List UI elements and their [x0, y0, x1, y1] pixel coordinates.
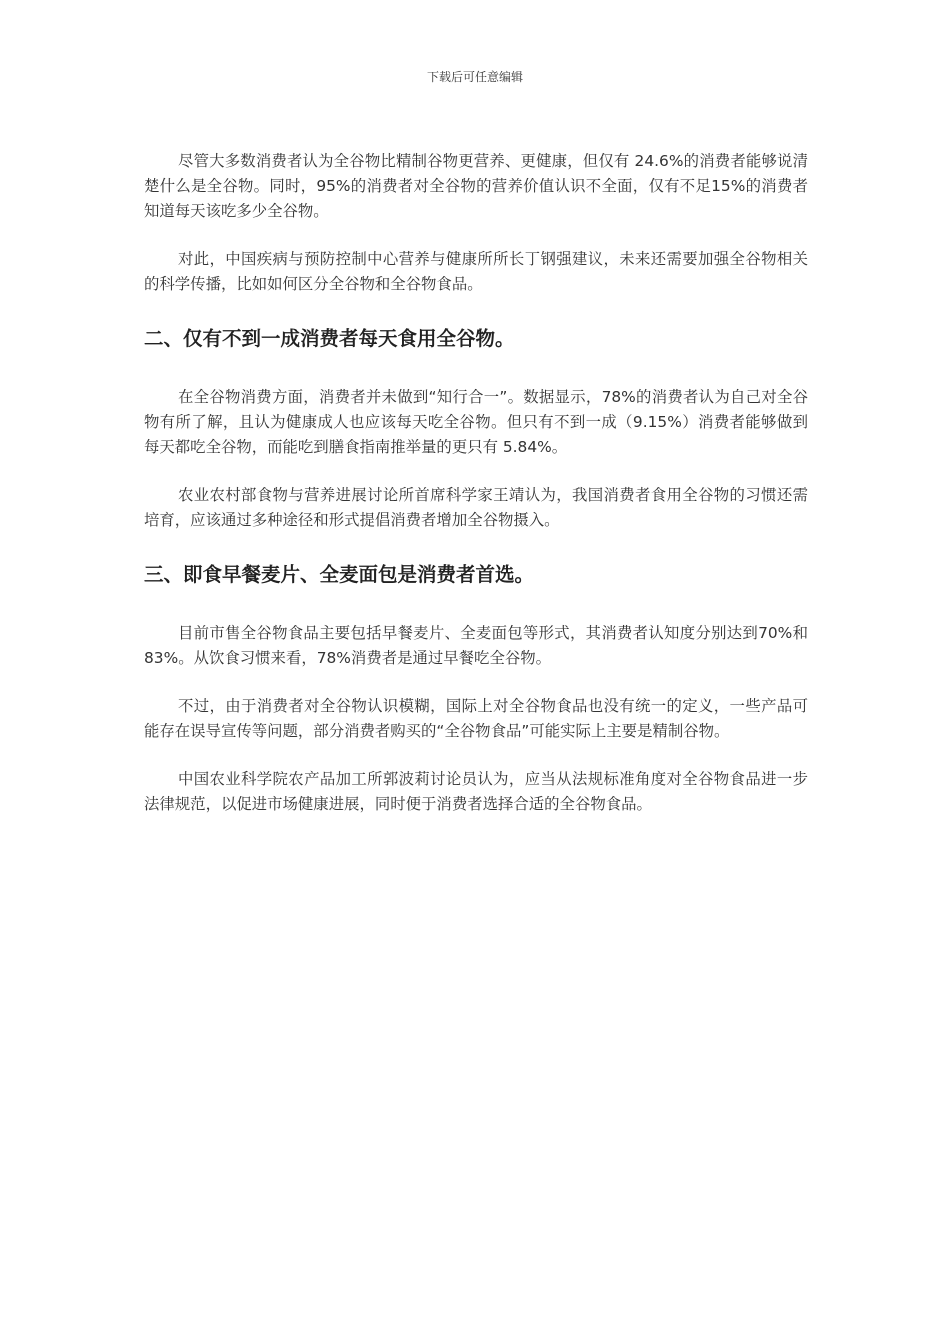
- paragraph-regulation-suggestion: 中国农业科学院农产品加工所郭波莉讨论员认为，应当从法规标准角度对全谷物食品进一步法律规范，以促进市场健康进展，同时便于消费者选择合适的全谷物食品。: [144, 770, 808, 813]
- section-heading-3: 三、即食早餐麦片、全麦面包是消费者首选。: [144, 563, 535, 586]
- paragraph-habit-cultivation: 农业农村部食物与营养进展讨论所首席科学家王靖认为，我国消费者食用全谷物的习惯还需培育，应该通过多种途径和形式提倡消费者增加全谷物摄入。: [144, 486, 808, 529]
- document-body: [144, 149, 808, 840]
- section-heading-2: 二、仅有不到一成消费者每天食用全谷物。: [144, 327, 515, 350]
- paragraph-market-products: 目前市售全谷物食品主要包括早餐麦片、全麦面包等形式，其消费者认知度分别达到70%和 83%。从饮食习惯来看，78%消费者是通过早餐吃全谷物。: [144, 624, 808, 667]
- header-note: 下载后可任意编辑: [426, 70, 523, 84]
- paragraph-expert-suggestion: 对此，中国疾病与预防控制中心营养与健康所所长丁钢强建议，未来还需要加强全谷物相关的科学传播，比如如何区分全谷物和全谷物食品。: [144, 250, 808, 293]
- paragraph-definition-issue: 不过，由于消费者对全谷物认识模糊，国际上对全谷物食品也没有统一的定义，一些产品可能存在误导宣传等问题，部分消费者购买的“全谷物食品”可能实际上主要是精制谷物。: [144, 697, 808, 740]
- paragraph-consumption-data: 在全谷物消费方面，消费者并未做到“知行合一”。数据显示，78%的消费者认为自己对全谷物有所了解，且认为健康成人也应该每天吃全谷物。但只有不到一成（9.15%）消费者能够做到每天都吃全谷物，而能吃到膳食指南推举量的更只有 5.84%。: [144, 388, 808, 456]
- paragraph-whole-grain-awareness: 尽管大多数消费者认为全谷物比精制谷物更营养、更健康，但仅有 24.6%的消费者能够说清楚什么是全谷物。同时，95%的消费者对全谷物的营养价值认识不全面，仅有不足15%的消费者知道每天该吃多少全谷物。: [144, 152, 808, 220]
